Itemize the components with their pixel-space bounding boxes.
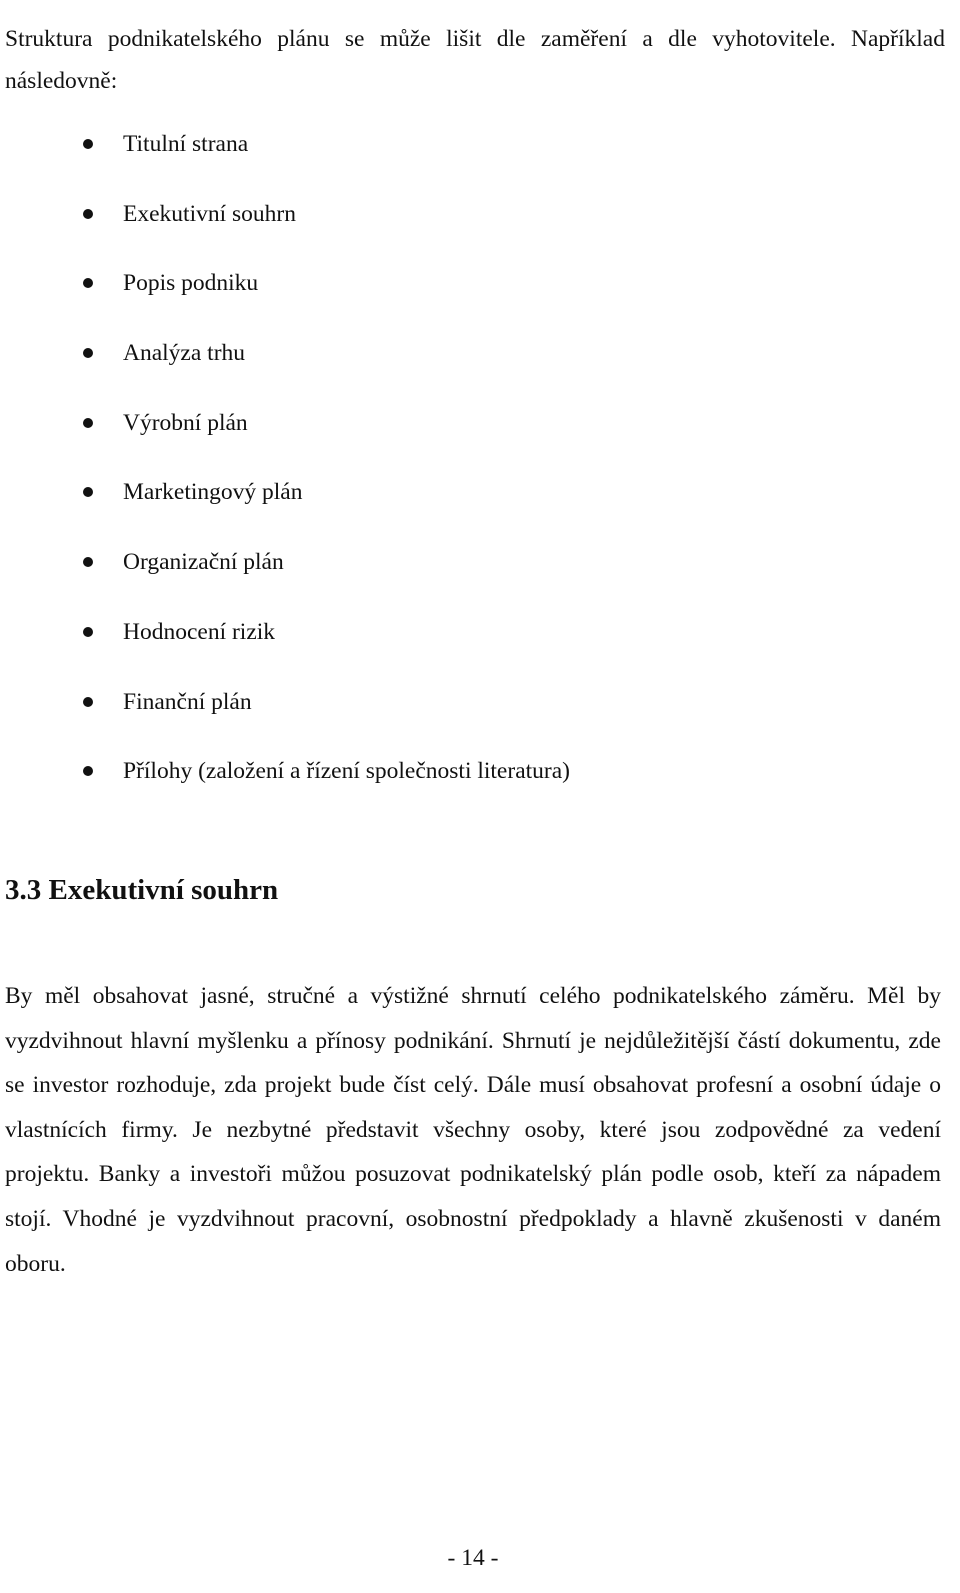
bullet-icon bbox=[83, 557, 93, 567]
bullet-icon bbox=[83, 209, 93, 219]
list-item bbox=[0, 538, 900, 608]
list-item bbox=[0, 747, 900, 817]
section-paragraph: By měl obsahovat jasné, stručné a výstižné shrnutí celého podnikatelského záměru. Měl by vyzdvihnout hlavní myšlenku a přínosy podnikání. Shrnutí je nejdůležitější částí dokumentu, zde se investor rozhoduje, zda projekt bude číst celý. Dále musí obsahovat profesní a osobní údaje o vlastnících firmy. Je nezbytné představit všechny osoby, které jsou zodpovědné za vedení projektu. Banky a investoři můžou posuzovat podnikatelský plán podle osob, kteří za nápadem stojí. Vhodné je vyzdvihnout pracovní, osobnostní předpoklady a hlavně zkušenosti v daném oboru. bbox=[5, 983, 941, 1277]
plan-structure-list bbox=[0, 120, 900, 817]
intro-paragraph: Struktura podnikatelského plánu se může lišit dle zaměření a dle vyhotovitele. Například následovně: bbox=[5, 25, 945, 94]
list-item-text: Finanční plán bbox=[123, 688, 252, 715]
list-item-text: Výrobní plán bbox=[123, 409, 248, 436]
list-item-text: Analýza trhu bbox=[123, 340, 246, 367]
list-item bbox=[0, 399, 900, 469]
bullet-icon bbox=[83, 418, 93, 428]
list-item-text: Organizační plán bbox=[123, 549, 284, 576]
list-item bbox=[0, 608, 900, 678]
list-item-text: Marketingový plán bbox=[123, 479, 303, 506]
list-item bbox=[0, 190, 900, 260]
list-item bbox=[0, 468, 900, 538]
list-item bbox=[0, 678, 900, 748]
list-item bbox=[0, 329, 900, 399]
list-item-text: Exekutivní souhrn bbox=[123, 200, 296, 227]
list-item-text: Přílohy (založení a řízení společnosti literatura) bbox=[123, 758, 570, 785]
list-item-text: Titulní strana bbox=[123, 131, 249, 157]
bullet-icon bbox=[83, 348, 93, 358]
bullet-icon bbox=[83, 278, 93, 288]
list-item-text: Hodnocení rizik bbox=[123, 618, 276, 645]
page-number: - 14 - bbox=[447, 1545, 499, 1571]
bullet-icon bbox=[83, 766, 93, 776]
list-item-text: Popis podniku bbox=[123, 270, 259, 297]
bullet-icon bbox=[83, 139, 93, 149]
bullet-icon bbox=[83, 697, 93, 707]
bullet-icon bbox=[83, 487, 93, 497]
section-heading: 3.3 Exekutivní souhrn bbox=[5, 874, 279, 906]
bullet-icon bbox=[83, 627, 93, 637]
list-item bbox=[0, 120, 900, 190]
list-item bbox=[0, 259, 900, 329]
